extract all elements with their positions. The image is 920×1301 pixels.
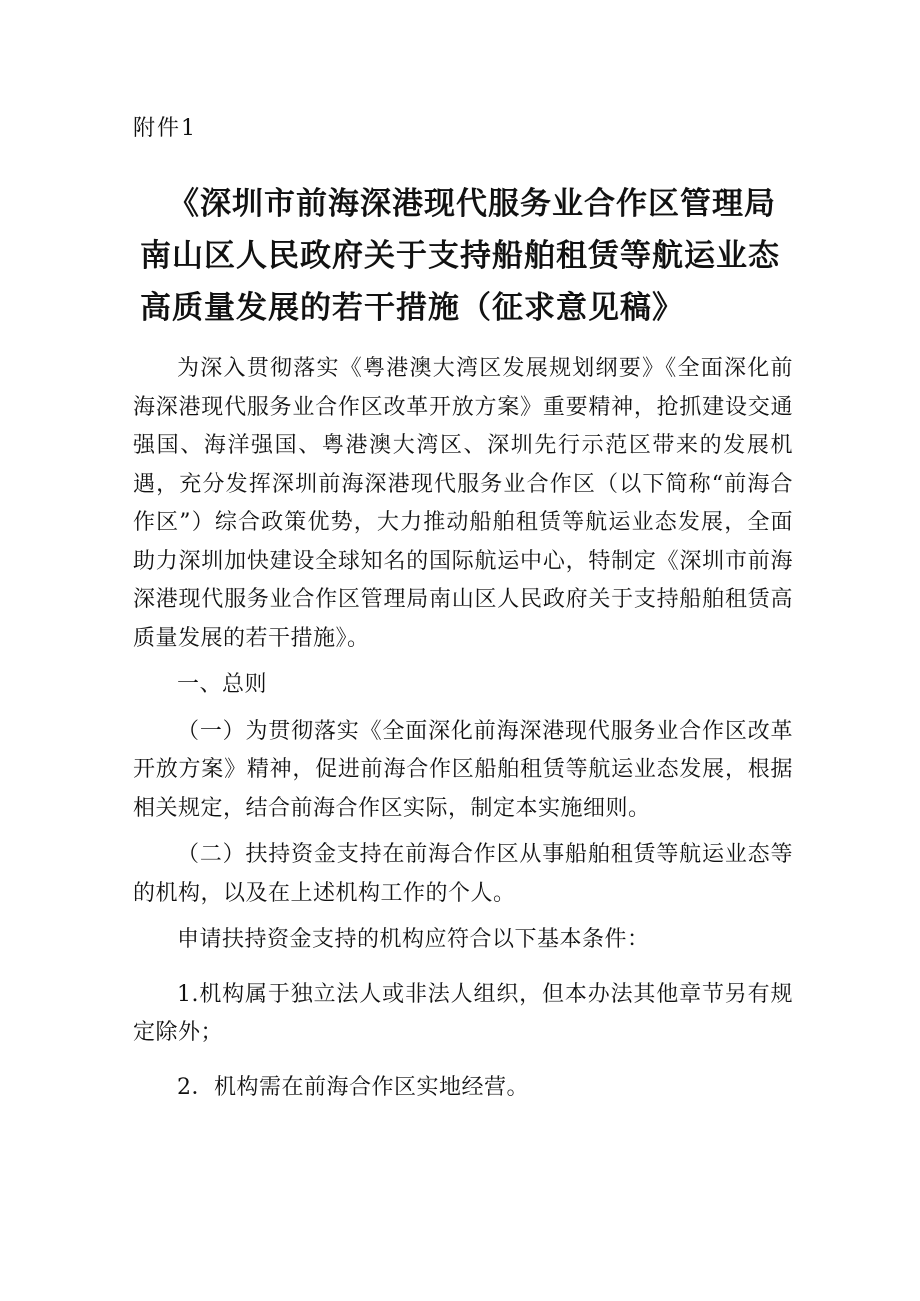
attachment-label: 附件1: [133, 116, 197, 141]
condition-1: 1.机构属于独立法人或非法人组织，但本办法其他章节另有规定除外；: [133, 981, 793, 1045]
condition-2: 2．机构需在前海合作区实地经营。: [177, 1074, 529, 1100]
conditions-intro: 申请扶持资金支持的机构应符合以下基本条件：: [177, 927, 650, 952]
clause-2: （二）扶持资金支持在前海合作区从事船舶租赁等航运业态等的机构，以及在上述机构工作的个人。: [133, 842, 793, 906]
document-body: [133, 350, 793, 1107]
intro-paragraph: 为深入贯彻落实《粤港澳大湾区发展规划纲要》《全面深化前海深港现代服务业合作区改革开放方案》重要精神，抢抓建设交通强国、海洋强国、粤港澳大湾区、深圳先行示范区带来的发展机遇，充分发挥深圳前海深港现代服务业合作区（以下简称“前海合作区”）综合政策优势，大力推动船舶租赁等航运业态发展，全面助力深圳加快建设全球知名的国际航运中心，特制定《深圳市前海深港现代服务业合作区管理局南山区人民政府关于支持船舶租赁高质量发展的若干措施》。: [133, 356, 793, 651]
clause-1: （一）为贯彻落实《全面深化前海深港现代服务业合作区改革开放方案》精神，促进前海合作区船舶租赁等航运业态发展，根据相关规定，结合前海合作区实际，制定本实施细则。: [133, 718, 793, 821]
document-title: 《深圳市前海深港现代服务业合作区管理局南山区人民政府关于支持船舶租赁等航运业态高质量发展的若干措施（征求意见稿》: [140, 186, 780, 326]
section-heading-general: 一、总则: [177, 672, 268, 697]
